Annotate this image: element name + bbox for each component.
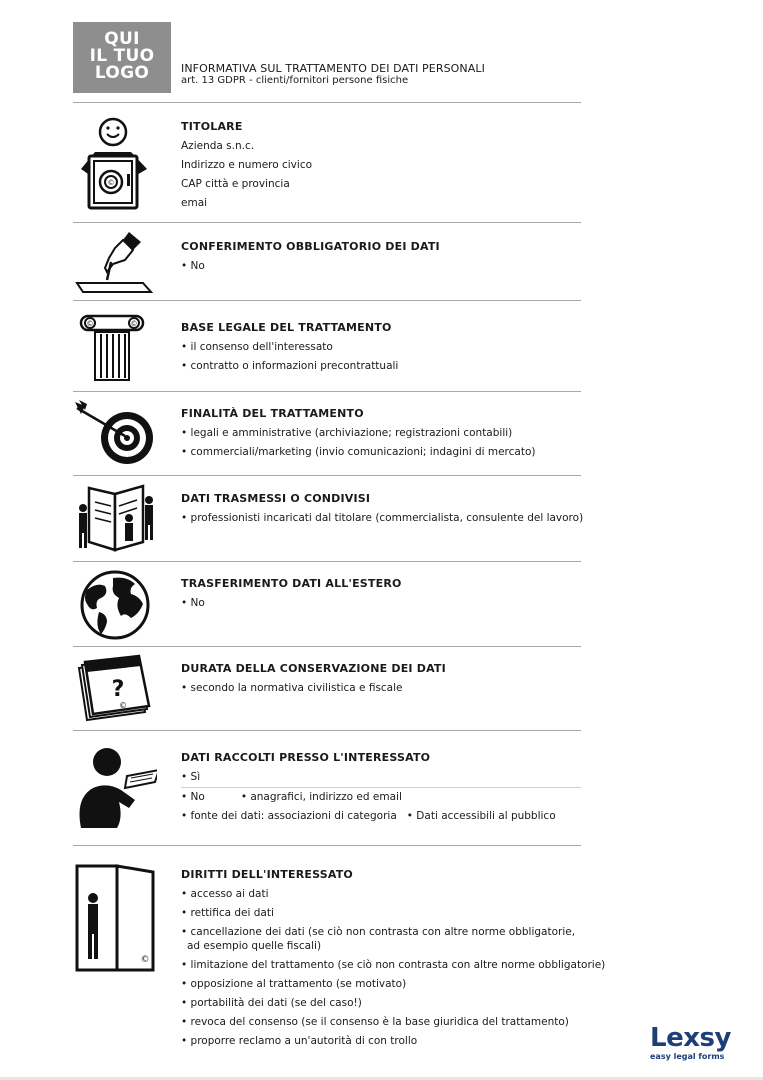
- divider: [73, 646, 581, 647]
- brand-logo: [650, 1025, 740, 1062]
- section-dati-trasmessi: [181, 492, 601, 530]
- titolare-line: Indirizzo e numero civico: [181, 159, 313, 171]
- dati-trasmessi-line: • professionisti incaricati dal titolare (commercialista, consulente del lavoro): [181, 512, 584, 524]
- safe-person-icon: [73, 114, 157, 214]
- diritti-line: ad esempio quelle fiscali): [187, 940, 322, 952]
- svg-text:©: ©: [140, 955, 150, 965]
- svg-text:©: ©: [119, 701, 127, 710]
- diritti-line: • limitazione del trattamento (se ciò non contrasta con altre norme obbligatorie): [181, 959, 606, 971]
- globe-icon: [73, 568, 157, 640]
- document-subtitle: art. 13 GDPR - clienti/fornitori persone fisiche: [181, 75, 409, 86]
- diritti-line: • opposizione al trattamento (se motivato): [181, 978, 407, 990]
- titolare-line: emai: [181, 197, 208, 209]
- divider: [181, 787, 581, 788]
- divider: [73, 222, 581, 223]
- door-person-icon: [73, 858, 157, 974]
- section-conferimento: [181, 240, 601, 278]
- diritti-line: • accesso ai dati: [181, 888, 269, 900]
- finalita-line: • legali e amministrative (archiviazione; registrazioni contabili): [181, 427, 513, 439]
- titolare-line: CAP città e provincia: [181, 178, 290, 190]
- section-heading: TRASFERIMENTO DATI ALL'ESTERO: [181, 577, 402, 590]
- svg-text:©: ©: [130, 320, 138, 328]
- base-legale-line: • il consenso dell'interessato: [181, 341, 333, 353]
- logo-placeholder: [73, 22, 171, 93]
- diritti-line: • rettifica dei dati: [181, 907, 274, 919]
- svg-text:©: ©: [107, 179, 115, 187]
- section-durata: [181, 662, 601, 700]
- svg-text:©: ©: [86, 320, 94, 328]
- section-trasferimento: [181, 577, 601, 615]
- raccolti-no: • No: [181, 791, 205, 803]
- hand-ballot-icon: [73, 228, 157, 294]
- divider: [73, 391, 581, 392]
- divider: [73, 300, 581, 301]
- divider: [73, 845, 581, 846]
- raccolti-fonte-detail: • Dati accessibili al pubblico: [406, 810, 556, 822]
- brand-name: Lexsy: [650, 1023, 731, 1053]
- diritti-line: • cancellazione dei dati (se ciò non contrasta con altre norme obbligatorie,: [181, 926, 576, 938]
- finalita-line: • commerciali/marketing (invio comunicazioni; indagini di mercato): [181, 446, 536, 458]
- section-diritti: [181, 868, 606, 1053]
- divider: [73, 730, 581, 731]
- section-heading: DURATA DELLA CONSERVAZIONE DEI DATI: [181, 662, 446, 675]
- section-heading: DATI TRASMESSI O CONDIVISI: [181, 492, 371, 505]
- section-finalita: [181, 407, 601, 464]
- divider: [73, 561, 581, 562]
- section-heading: BASE LEGALE DEL TRATTAMENTO: [181, 321, 392, 334]
- section-heading: TITOLARE: [181, 120, 243, 133]
- section-base-legale: [181, 321, 601, 378]
- column-icon: [73, 312, 157, 382]
- logo-line: QUI: [104, 29, 140, 49]
- base-legale-line: • contratto o informazioni precontrattuali: [181, 360, 399, 372]
- conferimento-line: • No: [181, 260, 205, 272]
- logo-line: IL TUO: [89, 46, 155, 66]
- brand-tagline: easy legal forms: [650, 1052, 725, 1061]
- durata-line: • secondo la normativa civilistica e fiscale: [181, 682, 403, 694]
- titolare-line: Azienda s.n.c.: [181, 140, 255, 152]
- section-heading: CONFERIMENTO OBBLIGATORIO DEI DATI: [181, 240, 440, 253]
- section-heading: DIRITTI DELL'INTERESSATO: [181, 868, 353, 881]
- trasferimento-line: • No: [181, 597, 205, 609]
- divider: [73, 102, 581, 103]
- raccolti-no-detail: • anagrafici, indirizzo ed email: [240, 791, 402, 803]
- raccolti-fonte-row: [181, 809, 601, 823]
- diritti-line: • revoca del consenso (se il consenso è la base giuridica del trattamento): [181, 1016, 569, 1028]
- target-arrow-icon: [73, 398, 157, 468]
- person-tablet-icon: [73, 744, 157, 830]
- section-titolare: [181, 120, 601, 215]
- document-title: INFORMATIVA SUL TRATTAMENTO DEI DATI PERSONALI: [181, 62, 485, 75]
- diritti-line: • proporre reclamo a un'autorità di con trollo: [181, 1035, 418, 1047]
- svg-text:?: ?: [111, 677, 125, 702]
- raccolti-no-row: [181, 790, 601, 804]
- divider: [73, 475, 581, 476]
- people-book-icon: [73, 480, 157, 554]
- raccolti-fonte: • fonte dei dati: associazioni di categoria: [181, 810, 397, 822]
- section-heading: FINALITÀ DEL TRATTAMENTO: [181, 407, 364, 420]
- raccolti-si: • Sì: [181, 771, 201, 783]
- section-dati-raccolti: [181, 751, 601, 789]
- calendar-icon: [73, 654, 157, 724]
- section-heading: DATI RACCOLTI PRESSO L'INTERESSATO: [181, 751, 431, 764]
- logo-line: LOGO: [94, 63, 150, 83]
- diritti-line: • portabilità dei dati (se del caso!): [181, 997, 362, 1009]
- section-dati-raccolti-rows: [181, 790, 601, 828]
